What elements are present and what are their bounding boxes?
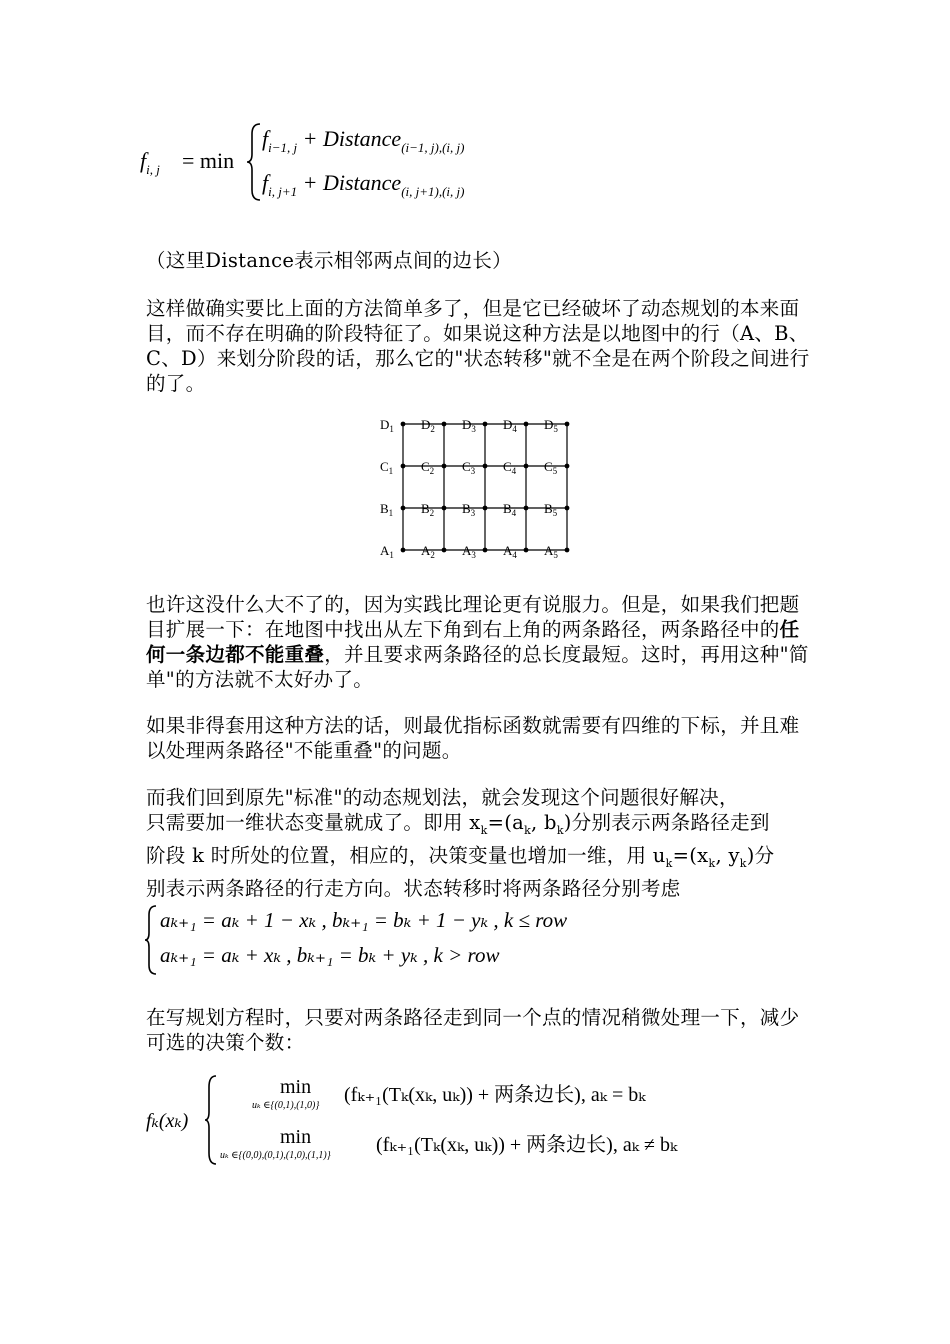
grid-node-label: $A_1$ — [380, 543, 394, 560]
paragraph-3: 如果非得套用这种方法的话，则最优指标函数就需要有四维的下标，并且难以处理两条路径"不能重叠"的问题。 — [146, 714, 800, 762]
formula-1-row1-dsub: (i−1, j),(i, j) — [401, 140, 465, 155]
grid-node-label: $D_3$ — [462, 417, 476, 434]
formula-3-row-1-sub: uₖ ∈{(0,1),(1,0)} — [252, 1100, 320, 1111]
grid-node — [524, 548, 529, 553]
grid-node — [565, 422, 570, 427]
grid-node-label: $C_5$ — [544, 459, 558, 476]
grid-node-label: $A_5$ — [544, 543, 558, 560]
formula-1-row2-f: f — [262, 170, 269, 195]
grid-node-label: $C_3$ — [462, 459, 476, 476]
formula-1-lhs-sub: i, j — [146, 162, 160, 177]
grid-node-label: $A_2$ — [421, 543, 435, 560]
formula-1-row2-dsub: (i, j+1),(i, j) — [401, 184, 465, 199]
formula-3-lhs: fₖ(xₖ) — [146, 1110, 189, 1132]
formula-1-lhs: f — [140, 148, 147, 173]
paragraph-2-after: ，并且要求两条路径的总长度最短。这时，再用这种"简单"的方法就不太好办了。 — [146, 643, 809, 691]
paragraph-5: 在写规划方程时，只要对两条路径走到同一个点的情况稍微处理一下，减少可选的决策个数： — [146, 1006, 800, 1054]
grid-node — [442, 464, 447, 469]
grid-node-label: $D_5$ — [544, 417, 558, 434]
formula-2-brace — [144, 904, 158, 976]
grid-node-label: $B_4$ — [503, 501, 517, 518]
grid-node — [565, 548, 570, 553]
formula-1-row2-sub: i, j+1 — [268, 184, 298, 199]
grid-node — [483, 464, 488, 469]
grid-node — [401, 506, 406, 511]
formula-1-eq: = min — [182, 148, 235, 173]
formula-3-row-2-min: min — [280, 1126, 312, 1148]
grid-node — [524, 464, 529, 469]
grid-node-label: $B_3$ — [462, 501, 476, 518]
formula-1-row2-term: + Distance — [302, 170, 402, 195]
formula-2-row-1: aₖ₊₁ = aₖ + 1 − xₖ , bₖ₊₁ = bₖ + 1 − yₖ , k ≤ row — [160, 908, 568, 932]
grid-node — [401, 548, 406, 553]
paragraph-2-bold: 任何一条边都不能重叠 — [146, 618, 800, 666]
formula-1 — [140, 118, 520, 208]
formula-3 — [144, 1070, 744, 1170]
grid-node — [483, 422, 488, 427]
grid-node-label: $D_4$ — [503, 417, 517, 434]
grid-node-label: $B_2$ — [421, 501, 435, 518]
grid-node — [524, 422, 529, 427]
grid-node — [565, 506, 570, 511]
grid-node-label: $C_2$ — [421, 459, 435, 476]
grid-node — [401, 464, 406, 469]
grid-node — [442, 548, 447, 553]
grid-node-label: $B_5$ — [544, 501, 558, 518]
grid-node — [565, 464, 570, 469]
grid-node — [442, 422, 447, 427]
formula-1-row1-sub: i−1, j — [268, 140, 298, 155]
distance-note: （这里Distance表示相邻两点间的边长） — [146, 249, 512, 272]
grid-node — [524, 506, 529, 511]
paragraph-1: 这样做确实要比上面的方法简单多了，但是它已经破坏了动态规划的本来面目，而不存在明确的阶段特征了。如果说这种方法是以地图中的行（A、B、C、D）来划分阶段的话，那么它的"状态转移"就不全是在两个阶段之间进行的了。 — [146, 297, 810, 395]
grid-node-label: $B_1$ — [380, 501, 394, 518]
grid-node — [401, 422, 406, 427]
grid-node — [442, 506, 447, 511]
formula-1-row1-f: f — [262, 126, 269, 151]
paragraph-4-line-2: 只需要加一维状态变量就成了。即用 $x_k=(a_k$, $b_k$)分别表示两条路径走到 — [146, 811, 770, 837]
formula-1-brace — [246, 122, 262, 202]
grid-diagram — [375, 412, 575, 562]
paragraph-4 — [146, 785, 816, 901]
paragraph-4-line-4: 别表示两条路径的行走方向。状态转移时将两条路径分别考虑 — [146, 876, 681, 900]
formula-2 — [144, 900, 644, 980]
grid-node-label: $D_2$ — [421, 417, 435, 434]
grid-node-label: $C_1$ — [380, 459, 394, 476]
formula-3-row-1-body: (fₖ₊₁(Tₖ(xₖ, uₖ)) + 两条边长), aₖ = bₖ — [344, 1084, 646, 1106]
formula-3-row-2-sub: uₖ ∈{(0,0),(0,1),(1,0),(1,1)} — [220, 1150, 331, 1161]
formula-3-row-2-body: (fₖ₊₁(Tₖ(xₖ, uₖ)) + 两条边长), aₖ ≠ bₖ — [376, 1134, 678, 1156]
grid-node-label: $C_4$ — [503, 459, 517, 476]
grid-node — [483, 506, 488, 511]
paragraph-2 — [146, 592, 816, 692]
formula-1-row1-term: + Distance — [302, 126, 402, 151]
paragraph-4-line-1: 而我们回到原先"标准"的动态规划法，就会发现这个问题很好解决， — [146, 786, 739, 809]
formula-3-brace — [204, 1074, 218, 1166]
grid-node-label: $A_4$ — [503, 543, 517, 560]
grid-node-label: $D_1$ — [380, 417, 394, 434]
paragraph-2-before: 也许这没什么大不了的，因为实践比理论更有说服力。但是，如果我们把题目扩展一下：在地图中找出从左下角到右上角的两条路径，两条路径中的 — [146, 593, 800, 641]
grid-node-label: $A_3$ — [462, 543, 476, 560]
paragraph-4-line-3: 阶段 k 时所处的位置，相应的，决策变量也增加一维，用 $u_k=(x_k$, $y_k$)分 — [146, 843, 775, 870]
grid-node — [483, 548, 488, 553]
formula-2-row-2: aₖ₊₁ = aₖ + xₖ , bₖ₊₁ = bₖ + yₖ , k > row — [160, 943, 500, 967]
formula-3-row-1-min: min — [280, 1076, 312, 1098]
